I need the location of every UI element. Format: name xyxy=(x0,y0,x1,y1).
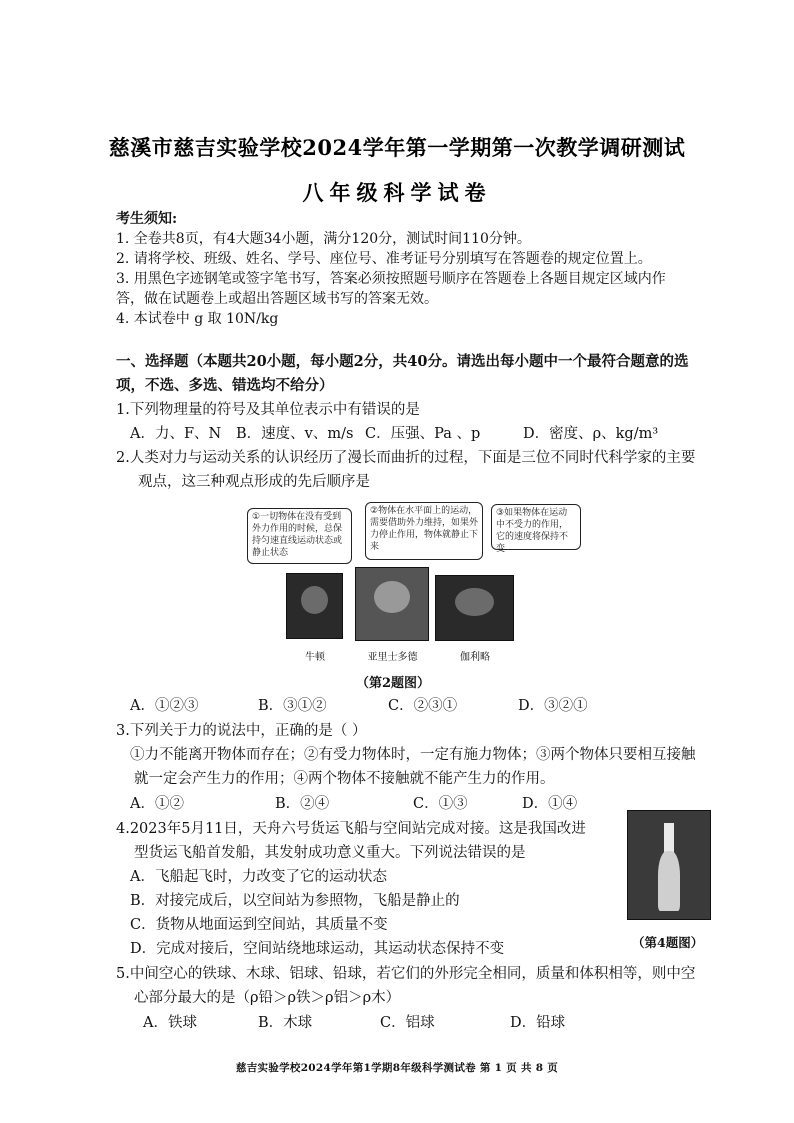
speech-bubble: ①一切物体在没有受到外力作用的时候，总保持匀速直线运动状态或静止状态 xyxy=(247,508,352,564)
speech-bubble: ②物体在水平面上的运动，需要借助外力维持，如果外力停止作用，物体就静止下来 xyxy=(365,502,483,560)
q3-option-d: D．①④ xyxy=(522,796,578,812)
q1-option-d: D．密度、ρ、kg/m³ xyxy=(523,426,659,442)
q1-stem: 1.下列物理量的符号及其单位表示中有错误的是 xyxy=(116,402,420,418)
section-heading-cont: 项，不选、多选、错选均不给分） xyxy=(116,377,334,394)
q1-option-a: A．力、F、N xyxy=(130,426,222,442)
q5-option-d: D．铅球 xyxy=(510,1015,566,1031)
q3-stem: 3.下列关于力的说法中，正确的是（ ） xyxy=(116,723,367,739)
q4-option-b: B．对接完成后，以空间站为参照物，飞船是静止的 xyxy=(130,893,460,909)
q2-stem: 2.人类对力与运动关系的认识经历了漫长而曲折的过程，下面是三位不同时代科学家的主要 xyxy=(116,450,696,466)
q4-option-a: A．飞船起飞时，力改变了它的运动状态 xyxy=(130,869,387,885)
q4-caption: （第4题图） xyxy=(632,935,704,950)
q4-stem-cont: 型货运飞船首发船，其发射成功意义重大。下列说法错误的是 xyxy=(134,845,526,861)
q3-option-c: C．①③ xyxy=(413,796,468,812)
q3-option-b: B．②④ xyxy=(275,796,330,812)
rocket-launch-photo xyxy=(627,810,711,920)
notice-item: 答，做在试题卷上或超出答题区域书写的答案无效。 xyxy=(116,291,438,307)
q5-stem-cont: 心部分最大的是（ρ铅＞ρ铁＞ρ铝＞ρ木） xyxy=(134,990,401,1006)
q5-option-c: C．铝球 xyxy=(380,1015,435,1031)
q3-body: ①力不能离开物体而存在；②有受力物体时，一定有施力物体；③两个物体只要相互接触 xyxy=(130,747,696,763)
q4-option-d: D．完成对接后，空间站绕地球运动，其运动状态保持不变 xyxy=(130,941,505,957)
portrait-label: 伽利略 xyxy=(460,652,490,663)
q2-option-c: C．②③① xyxy=(388,698,458,714)
q2-option-b: B．③①② xyxy=(258,698,327,714)
page-footer: 慈吉实验学校2024学年第1学期8年级科学测试卷 第 1 页 共 8 页 xyxy=(235,1062,559,1074)
q2-figure xyxy=(245,496,567,664)
q2-caption: （第2题图） xyxy=(356,676,431,691)
q2-option-d: D．③②① xyxy=(518,698,588,714)
q5-stem: 5.中间空心的铁球、木球、铝球、铅球，若它们的外形完全相同，质量和体积相等，则中空 xyxy=(116,966,696,982)
q1-option-c: C．压强、Pa 、p xyxy=(365,426,481,442)
q2-option-a: A．①②③ xyxy=(130,698,199,714)
portrait-label: 牛顿 xyxy=(305,652,325,663)
exam-subtitle: 八年级科学试卷 xyxy=(302,180,492,205)
notice-item: 3. 用黑色字迹钢笔或签字笔书写，答案必须按照题号顺序在答题卷上各题目规定区域内作 xyxy=(116,271,666,287)
q2-stem-cont: 观点，这三种观点形成的先后顺序是 xyxy=(138,474,370,490)
section-heading: 一、选择题（本题共20小题，每小题2分，共40分。请选出每小题中一个最符合题意的选 xyxy=(116,353,689,370)
q4-stem: 4.2023年5月11日，天舟六号货运飞船与空间站完成对接。这是我国改进 xyxy=(116,821,586,837)
notice-item: 2. 请将学校、班级、姓名、学号、座位号、准考证号分别填写在答题卷的规定位置上。 xyxy=(116,251,652,267)
notice-item: 1. 全卷共8页，有4大题34小题，满分120分，测试时间110分钟。 xyxy=(116,231,531,247)
aristotle-portrait xyxy=(355,567,429,641)
q5-option-b: B．木球 xyxy=(258,1015,313,1031)
q3-option-a: A．①② xyxy=(130,796,184,812)
notice-heading: 考生须知: xyxy=(116,211,178,227)
exam-title: 慈溪市慈吉实验学校2024学年第一学期第一次教学调研测试 xyxy=(108,135,686,160)
speech-bubble: ③如果物体在运动中不受力的作用，它的速度将保持不变 xyxy=(491,504,581,550)
q5-option-a: A．铁球 xyxy=(143,1015,197,1031)
portrait-label: 亚里士多德 xyxy=(367,652,418,663)
q3-body-cont: 就一定会产生力的作用；④两个物体不接触就不能产生力的作用。 xyxy=(134,771,555,787)
newton-portrait xyxy=(286,573,343,639)
q1-option-b: B．速度、v、m/s xyxy=(236,426,354,442)
q4-option-c: C．货物从地面运到空间站，其质量不变 xyxy=(130,917,388,933)
galileo-portrait xyxy=(435,575,514,641)
notice-item: 4. 本试卷中 g 取 10N/kg xyxy=(116,311,279,327)
